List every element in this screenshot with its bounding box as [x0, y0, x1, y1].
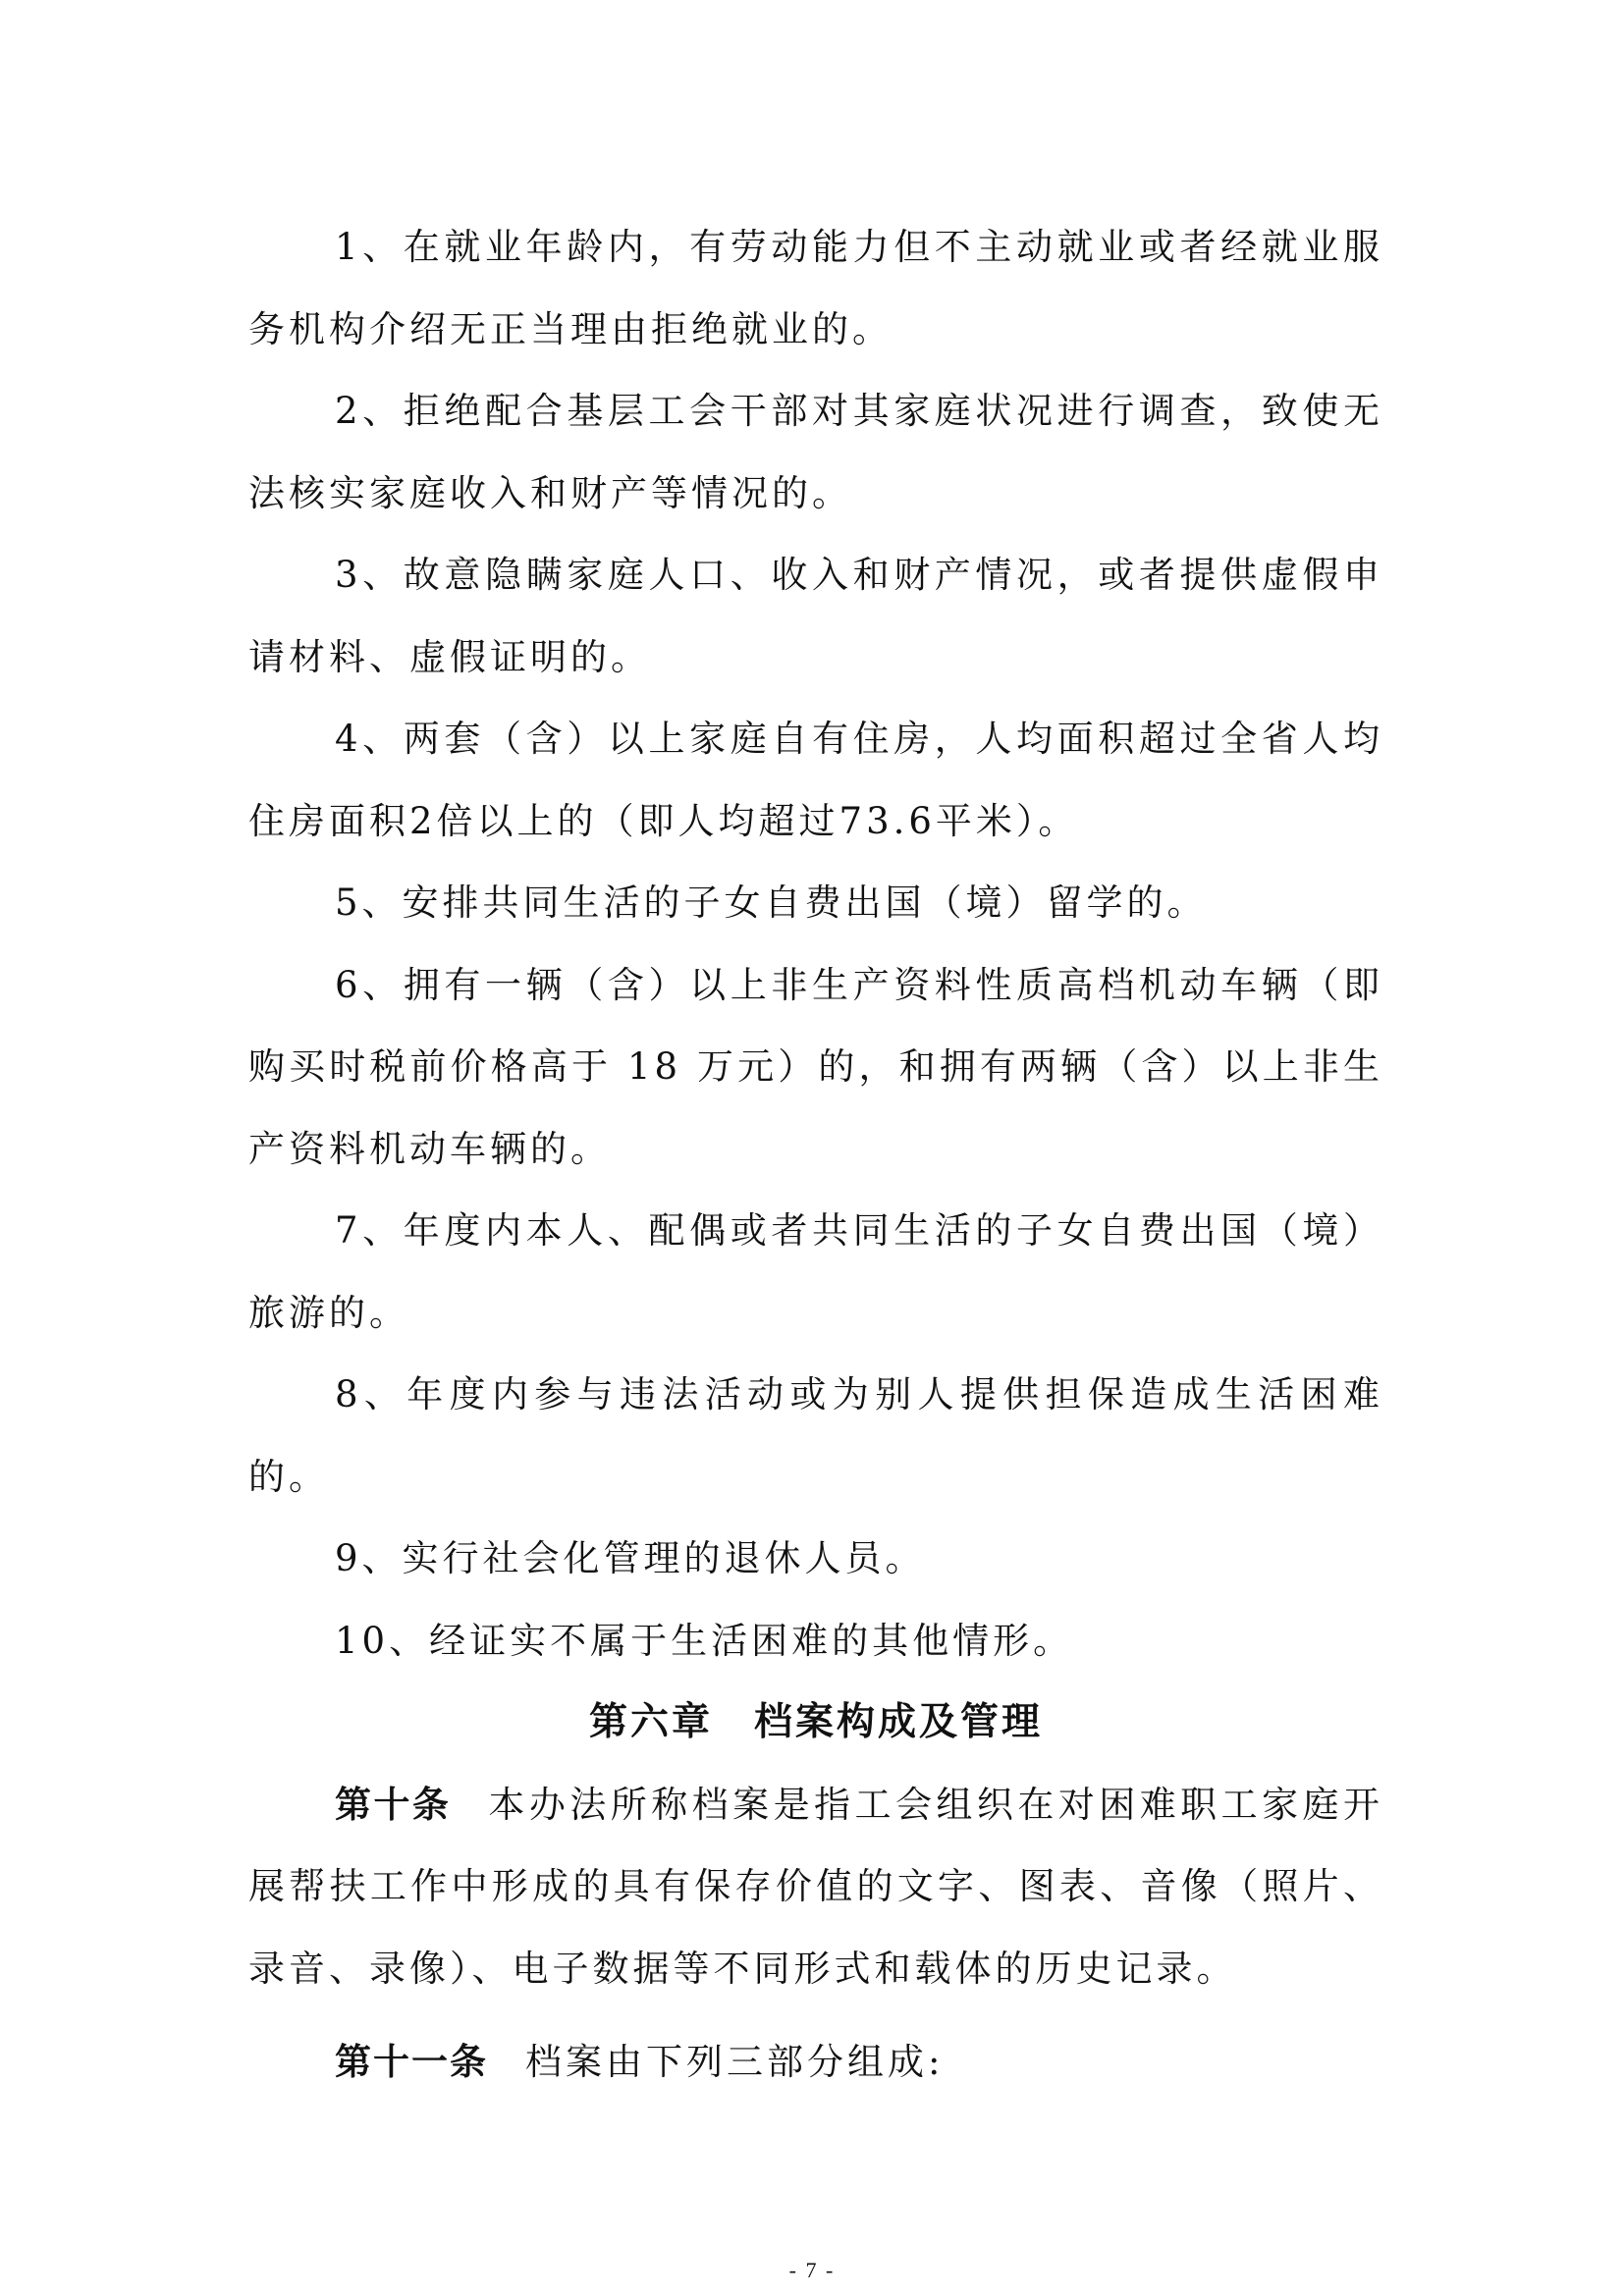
- article-10-label: 第十条: [335, 1783, 452, 1826]
- list-item-6: 6、拥有一辆（含）以上非生产资料性质高档机动车辆（即购买时税前价格高于 18 万元）的，和拥有两辆（含）以上非生产资料机动车辆的。: [248, 963, 1383, 1170]
- article-11: [248, 2021, 1383, 2104]
- list-item-10: 10、经证实不属于生活困难的其他情形。: [335, 1619, 1074, 1662]
- article-11-text: 档案由下列三部分组成:: [525, 2041, 945, 2083]
- list-item-7: 7、年度内本人、配偶或者共同生活的子女自费出国（境）旅游的。: [248, 1209, 1383, 1334]
- chapter-heading: 第六章 档案构成及管理: [588, 1700, 1043, 1744]
- list-item-1: 1、在就业年龄内，有劳动能力但不主动就业或者经就业服务机构介绍无正当理由拒绝就业的。: [248, 226, 1383, 350]
- article-11-label: 第十一条: [335, 2041, 488, 2083]
- list-item-9: 9、实行社会化管理的退休人员。: [335, 1537, 926, 1579]
- page-number: - 7 -: [788, 2258, 836, 2282]
- list-item-3: 3、故意隐瞒家庭人口、收入和财产情况，或者提供虚假申请材料、虚假证明的。: [248, 554, 1383, 678]
- list-item-8: 8、年度内参与违法活动或为别人提供担保造成生活困难的。: [248, 1373, 1383, 1498]
- list-item-2: 2、拒绝配合基层工会干部对其家庭状况进行调查，致使无法核实家庭收入和财产等情况的。: [248, 390, 1383, 514]
- list-item-4: 4、两套（含）以上家庭自有住房，人均面积超过全省人均住房面积2倍以上的（即人均超过73.6平米）。: [248, 718, 1383, 842]
- article-10-text: 本办法所称档案是指工会组织在对困难职工家庭开展帮扶工作中形成的具有保存价值的文字、图表、音像（照片、录音、录像）、电子数据等不同形式和载体的历史记录。: [248, 1783, 1383, 1990]
- article-10: [248, 1764, 1383, 2010]
- page-content: [248, 206, 1383, 2104]
- list-item-5: 5、安排共同生活的子女自费出国（境）留学的。: [335, 881, 1208, 924]
- spacer: [248, 2009, 1383, 2021]
